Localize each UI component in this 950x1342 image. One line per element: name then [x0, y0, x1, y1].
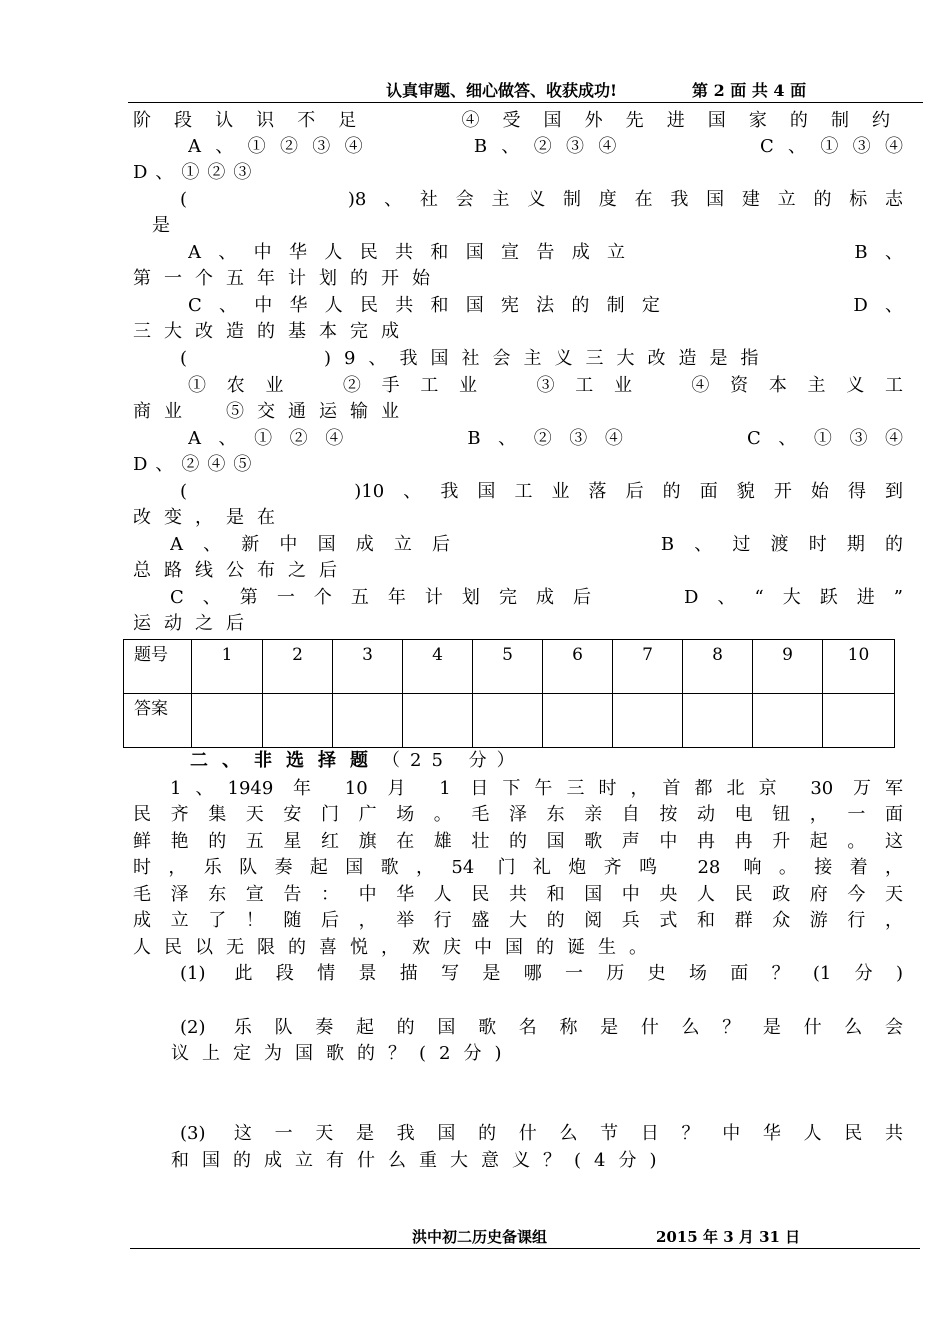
question-number-cell: 2	[263, 640, 333, 694]
answer-cell[interactable]	[543, 694, 613, 748]
sub-question-3: (3) 这一天是我国的什么节日？中华人民共	[180, 1123, 903, 1144]
question-9: ( )9、我国社会主义三大改造是指	[180, 348, 772, 369]
passage-line: 民齐集天安门广场。毛泽东亲自按动电钮，一面	[133, 804, 903, 825]
sub-question-2-cont: 议上定为国歌的？(2分)	[171, 1043, 515, 1064]
text-line: 总路线公布之后	[133, 560, 350, 581]
table-row	[124, 640, 895, 694]
question-number-label: 题号	[124, 640, 192, 694]
question-number-cell: 5	[473, 640, 543, 694]
question-8: ( )8、社会主义制度在我国建立的标志	[180, 189, 903, 210]
option-line: C、中华人民共和国宪法的制定 D、	[188, 295, 903, 316]
answer-cell[interactable]	[613, 694, 683, 748]
header-rule	[128, 102, 923, 103]
passage-line: 鲜艳的五星红旗在雄壮的国歌声中冉冉升起。这	[133, 831, 903, 852]
header-page-number: 第 2 面 共 4 面	[692, 81, 807, 100]
answer-cell[interactable]	[753, 694, 823, 748]
text-line: 商业 ⑤交通运输业	[133, 401, 412, 422]
sub-question-3-cont: 和国的成立有什么重大意义？(4分)	[171, 1150, 670, 1171]
question-number-cell: 9	[753, 640, 823, 694]
answer-cell[interactable]	[403, 694, 473, 748]
footer-rule	[130, 1248, 920, 1249]
footer-date: 2015 年 3 月 31 日	[656, 1228, 801, 1246]
answer-cell[interactable]	[263, 694, 333, 748]
header-motto: 认真审题、细心做答、收获成功!	[386, 81, 618, 100]
question-number-cell: 7	[613, 640, 683, 694]
answer-table	[123, 639, 895, 748]
question-number-cell: 6	[543, 640, 613, 694]
passage-line: 成立了！随后，举行盛大的阅兵式和群众游行，	[133, 910, 903, 931]
answer-cell[interactable]	[333, 694, 403, 748]
passage-line: 1、1949 年 10 月 1 日下午三时，首都北京 30 万军	[170, 778, 903, 799]
question-number-cell: 1	[192, 640, 263, 694]
option-line: A、①②③④ B、②③④ C、①③④	[188, 136, 903, 157]
answer-label: 答案	[124, 694, 192, 748]
option-line: C、第一个五年计划完成后 D、“大跃进”	[170, 587, 903, 608]
passage-line: 毛泽东宣告：中华人民共和国中央人民政府今天	[133, 884, 903, 905]
text-line: 运动之后	[133, 613, 257, 634]
question-number-cell: 8	[683, 640, 753, 694]
section-heading	[190, 748, 525, 774]
footer-group: 洪中初二历史备课组	[412, 1228, 548, 1246]
sub-question-2: (2) 乐队奏起的国歌名称是什么？是什么会	[180, 1017, 903, 1038]
answer-cell[interactable]	[683, 694, 753, 748]
option-line: A、①②④ B、②③④ C、①③④	[188, 428, 903, 449]
sub-question-1: (1) 此段情景描写是哪一历史场面？(1分)	[180, 963, 903, 984]
option-line: A、中华人民共和国宣告成立 B、	[188, 242, 903, 263]
question-number-cell: 4	[403, 640, 473, 694]
section-title: 二、非选择题	[190, 750, 382, 771]
answer-cell[interactable]	[473, 694, 543, 748]
question-10: ( )10、我国工业落后的面貌开始得到	[180, 481, 903, 502]
text-line: 三大改造的基本完成	[133, 321, 412, 342]
text-line: ①农业 ②手工业 ③工业 ④资本主义工	[188, 375, 903, 396]
passage-line: 人民以无限的喜悦，欢庆中国的诞生。	[133, 937, 660, 958]
text-line: 改变，是在	[133, 507, 288, 528]
option-line: D、①②③	[133, 162, 260, 183]
option-line: A、新中国成立后 B、过渡时期的	[170, 534, 903, 555]
answer-cell[interactable]	[192, 694, 263, 748]
answer-cell[interactable]	[823, 694, 895, 748]
passage-line: 时，乐队奏起国歌，54 门礼炮齐鸣 28 响。接着，	[133, 857, 903, 878]
option-line: D、②④⑤	[133, 454, 260, 475]
table-row	[124, 694, 895, 748]
text-line: 是	[152, 215, 170, 236]
question-number-cell: 10	[823, 640, 895, 694]
text-line: 阶段认识不足 ④受国外先进国家的制约	[133, 110, 903, 131]
section-score: （25 分）	[382, 750, 525, 771]
question-number-cell: 3	[333, 640, 403, 694]
page-header	[0, 78, 950, 100]
text-line: 第一个五年计划的开始	[133, 268, 443, 289]
